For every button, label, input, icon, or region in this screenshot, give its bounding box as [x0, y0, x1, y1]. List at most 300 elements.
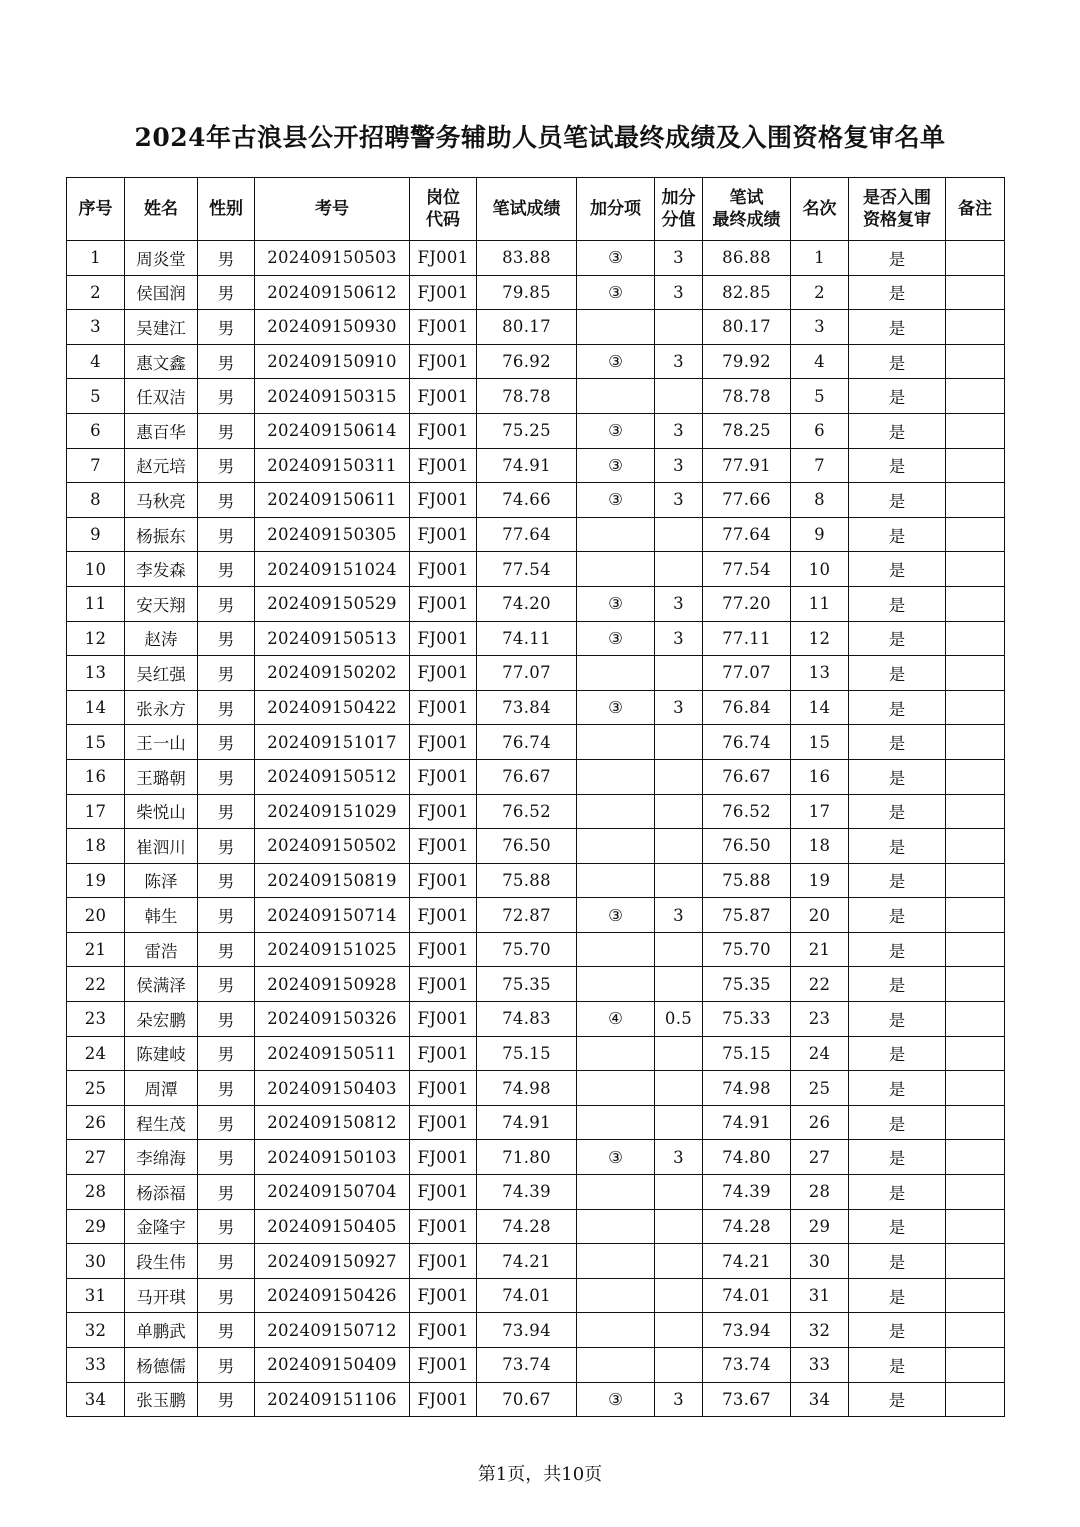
cell-rank: 16 [791, 759, 849, 794]
cell-exam-no: 202409150910 [255, 344, 410, 379]
cell-final-score: 86.88 [703, 241, 791, 276]
cell-final-score: 77.11 [703, 621, 791, 656]
cell-bonus-item: ③ [577, 413, 655, 448]
cell-remark [946, 1348, 1005, 1383]
cell-qualified: 是 [849, 586, 946, 621]
cell-gender: 男 [198, 1002, 255, 1037]
cell-final-score: 74.91 [703, 1105, 791, 1140]
cell-name: 崔泗川 [125, 829, 198, 864]
cell-gender: 男 [198, 794, 255, 829]
cell-seq: 16 [67, 759, 125, 794]
cell-post-code: FJ001 [410, 1244, 477, 1279]
cell-gender: 男 [198, 1140, 255, 1175]
cell-seq: 24 [67, 1036, 125, 1071]
cell-seq: 23 [67, 1002, 125, 1037]
cell-written-score: 76.74 [477, 725, 577, 760]
cell-bonus-item [577, 1313, 655, 1348]
cell-bonus-item: ③ [577, 690, 655, 725]
cell-gender: 男 [198, 1348, 255, 1383]
cell-exam-no: 202409150315 [255, 379, 410, 414]
cell-rank: 26 [791, 1105, 849, 1140]
cell-written-score: 77.07 [477, 656, 577, 691]
table-row [67, 898, 1005, 933]
cell-qualified: 是 [849, 1175, 946, 1210]
cell-seq: 33 [67, 1348, 125, 1383]
cell-gender: 男 [198, 1175, 255, 1210]
cell-name: 杨振东 [125, 517, 198, 552]
cell-gender: 男 [198, 241, 255, 276]
cell-exam-no: 202409150513 [255, 621, 410, 656]
cell-remark [946, 1382, 1005, 1417]
cell-remark [946, 1071, 1005, 1106]
cell-seq: 18 [67, 829, 125, 864]
cell-seq: 9 [67, 517, 125, 552]
cell-bonus-item: ③ [577, 621, 655, 656]
cell-final-score: 76.50 [703, 829, 791, 864]
cell-qualified: 是 [849, 483, 946, 518]
cell-bonus-item [577, 1105, 655, 1140]
cell-post-code: FJ001 [410, 1002, 477, 1037]
table-row [67, 759, 1005, 794]
cell-seq: 20 [67, 898, 125, 933]
cell-bonus-value [655, 1313, 703, 1348]
cell-seq: 19 [67, 863, 125, 898]
cell-written-score: 80.17 [477, 310, 577, 345]
table-row [67, 690, 1005, 725]
cell-final-score: 79.92 [703, 344, 791, 379]
table-row [67, 517, 1005, 552]
header-final-score-line2: 最终成绩 [712, 210, 781, 230]
cell-bonus-item [577, 1348, 655, 1383]
cell-gender: 男 [198, 1105, 255, 1140]
cell-bonus-value: 3 [655, 1382, 703, 1417]
cell-gender: 男 [198, 1382, 255, 1417]
cell-final-score: 74.21 [703, 1244, 791, 1279]
cell-written-score: 73.94 [477, 1313, 577, 1348]
cell-written-score: 74.20 [477, 586, 577, 621]
cell-bonus-item [577, 863, 655, 898]
table-row [67, 1175, 1005, 1210]
cell-gender: 男 [198, 379, 255, 414]
cell-final-score: 74.98 [703, 1071, 791, 1106]
header-post-code-line1: 岗位 [426, 188, 460, 208]
cell-remark [946, 863, 1005, 898]
cell-remark [946, 967, 1005, 1002]
cell-qualified: 是 [849, 621, 946, 656]
table-row [67, 656, 1005, 691]
cell-remark [946, 725, 1005, 760]
cell-qualified: 是 [849, 656, 946, 691]
header-name: 姓名 [125, 178, 198, 241]
cell-final-score: 73.67 [703, 1382, 791, 1417]
cell-rank: 8 [791, 483, 849, 518]
cell-name: 惠文鑫 [125, 344, 198, 379]
cell-post-code: FJ001 [410, 586, 477, 621]
cell-seq: 1 [67, 241, 125, 276]
cell-seq: 4 [67, 344, 125, 379]
cell-remark [946, 517, 1005, 552]
cell-rank: 7 [791, 448, 849, 483]
cell-exam-no: 202409150712 [255, 1313, 410, 1348]
cell-qualified: 是 [849, 1348, 946, 1383]
cell-rank: 25 [791, 1071, 849, 1106]
cell-qualified: 是 [849, 1002, 946, 1037]
table-row [67, 1382, 1005, 1417]
cell-qualified: 是 [849, 1313, 946, 1348]
table-row [67, 1313, 1005, 1348]
cell-seq: 22 [67, 967, 125, 1002]
cell-remark [946, 241, 1005, 276]
cell-qualified: 是 [849, 1071, 946, 1106]
header-bonus-value-line1: 加分 [661, 188, 696, 208]
cell-final-score: 73.94 [703, 1313, 791, 1348]
cell-final-score: 73.74 [703, 1348, 791, 1383]
cell-name: 马开琪 [125, 1278, 198, 1313]
cell-final-score: 76.84 [703, 690, 791, 725]
cell-seq: 25 [67, 1071, 125, 1106]
cell-bonus-value [655, 725, 703, 760]
cell-remark [946, 656, 1005, 691]
cell-name: 侯国润 [125, 275, 198, 310]
cell-qualified: 是 [849, 344, 946, 379]
cell-qualified: 是 [849, 932, 946, 967]
cell-bonus-value: 3 [655, 586, 703, 621]
cell-seq: 21 [67, 932, 125, 967]
cell-rank: 33 [791, 1348, 849, 1383]
cell-qualified: 是 [849, 1140, 946, 1175]
cell-exam-no: 202409150930 [255, 310, 410, 345]
cell-name: 周潭 [125, 1071, 198, 1106]
cell-qualified: 是 [849, 829, 946, 864]
cell-qualified: 是 [849, 1105, 946, 1140]
cell-written-score: 76.92 [477, 344, 577, 379]
cell-name: 侯满泽 [125, 967, 198, 1002]
cell-post-code: FJ001 [410, 310, 477, 345]
cell-remark [946, 413, 1005, 448]
cell-qualified: 是 [849, 241, 946, 276]
cell-seq: 28 [67, 1175, 125, 1210]
cell-remark [946, 1244, 1005, 1279]
cell-rank: 29 [791, 1209, 849, 1244]
cell-bonus-item: ③ [577, 344, 655, 379]
cell-remark [946, 898, 1005, 933]
cell-seq: 2 [67, 275, 125, 310]
cell-name: 雷浩 [125, 932, 198, 967]
cell-bonus-value [655, 379, 703, 414]
cell-name: 金隆宇 [125, 1209, 198, 1244]
cell-qualified: 是 [849, 448, 946, 483]
header-final-score-line1: 笔试 [729, 188, 764, 208]
cell-name: 吴红强 [125, 656, 198, 691]
table-row [67, 829, 1005, 864]
cell-post-code: FJ001 [410, 1175, 477, 1210]
table-row [67, 448, 1005, 483]
cell-seq: 7 [67, 448, 125, 483]
cell-exam-no: 202409150927 [255, 1244, 410, 1279]
cell-gender: 男 [198, 1278, 255, 1313]
table-row [67, 1036, 1005, 1071]
cell-written-score: 74.98 [477, 1071, 577, 1106]
cell-qualified: 是 [849, 310, 946, 345]
cell-gender: 男 [198, 863, 255, 898]
cell-written-score: 72.87 [477, 898, 577, 933]
table-row [67, 1348, 1005, 1383]
cell-exam-no: 202409151106 [255, 1382, 410, 1417]
cell-bonus-value [655, 794, 703, 829]
header-qualified-line2: 资格复审 [863, 210, 931, 230]
cell-final-score: 75.87 [703, 898, 791, 933]
cell-post-code: FJ001 [410, 863, 477, 898]
cell-rank: 21 [791, 932, 849, 967]
cell-written-score: 73.84 [477, 690, 577, 725]
cell-exam-no: 202409150426 [255, 1278, 410, 1313]
cell-written-score: 74.28 [477, 1209, 577, 1244]
cell-post-code: FJ001 [410, 1348, 477, 1383]
cell-seq: 30 [67, 1244, 125, 1279]
cell-post-code: FJ001 [410, 794, 477, 829]
cell-post-code: FJ001 [410, 1382, 477, 1417]
cell-written-score: 74.39 [477, 1175, 577, 1210]
cell-written-score: 75.70 [477, 932, 577, 967]
cell-rank: 31 [791, 1278, 849, 1313]
header-bonus-item: 加分项 [577, 178, 655, 241]
cell-post-code: FJ001 [410, 413, 477, 448]
cell-remark [946, 379, 1005, 414]
cell-post-code: FJ001 [410, 241, 477, 276]
cell-seq: 8 [67, 483, 125, 518]
cell-qualified: 是 [849, 275, 946, 310]
cell-bonus-item: ③ [577, 1382, 655, 1417]
cell-written-score: 74.91 [477, 448, 577, 483]
cell-exam-no: 202409150928 [255, 967, 410, 1002]
cell-final-score: 78.78 [703, 379, 791, 414]
cell-bonus-value [655, 1105, 703, 1140]
cell-name: 任双洁 [125, 379, 198, 414]
table-row [67, 552, 1005, 587]
cell-exam-no: 202409150512 [255, 759, 410, 794]
cell-remark [946, 552, 1005, 587]
cell-remark [946, 794, 1005, 829]
cell-rank: 15 [791, 725, 849, 760]
cell-remark [946, 483, 1005, 518]
cell-seq: 14 [67, 690, 125, 725]
cell-bonus-item [577, 1244, 655, 1279]
cell-gender: 男 [198, 967, 255, 1002]
cell-post-code: FJ001 [410, 829, 477, 864]
cell-name: 杨德儒 [125, 1348, 198, 1383]
cell-bonus-value [655, 1209, 703, 1244]
cell-bonus-item: ④ [577, 1002, 655, 1037]
cell-bonus-value [655, 552, 703, 587]
cell-exam-no: 202409151017 [255, 725, 410, 760]
cell-name: 陈泽 [125, 863, 198, 898]
cell-written-score: 75.25 [477, 413, 577, 448]
cell-name: 惠百华 [125, 413, 198, 448]
cell-exam-no: 202409150612 [255, 275, 410, 310]
cell-name: 张永方 [125, 690, 198, 725]
cell-exam-no: 202409150103 [255, 1140, 410, 1175]
table-row [67, 794, 1005, 829]
cell-written-score: 70.67 [477, 1382, 577, 1417]
cell-written-score: 77.54 [477, 552, 577, 587]
cell-seq: 34 [67, 1382, 125, 1417]
cell-written-score: 78.78 [477, 379, 577, 414]
header-bonus-value [655, 178, 703, 241]
cell-rank: 27 [791, 1140, 849, 1175]
cell-rank: 20 [791, 898, 849, 933]
document-title: 2024年古浪县公开招聘警务辅助人员笔试最终成绩及入围资格复审名单 [134, 123, 946, 152]
cell-written-score: 74.66 [477, 483, 577, 518]
cell-rank: 11 [791, 586, 849, 621]
cell-qualified: 是 [849, 1382, 946, 1417]
cell-rank: 19 [791, 863, 849, 898]
cell-bonus-item: ③ [577, 586, 655, 621]
cell-post-code: FJ001 [410, 1140, 477, 1175]
cell-gender: 男 [198, 483, 255, 518]
cell-bonus-item [577, 1175, 655, 1210]
header-remark: 备注 [946, 178, 1005, 241]
cell-bonus-item [577, 932, 655, 967]
cell-bonus-value [655, 863, 703, 898]
cell-gender: 男 [198, 898, 255, 933]
cell-bonus-item: ③ [577, 898, 655, 933]
cell-written-score: 76.50 [477, 829, 577, 864]
cell-rank: 24 [791, 1036, 849, 1071]
cell-final-score: 74.39 [703, 1175, 791, 1210]
cell-gender: 男 [198, 517, 255, 552]
cell-gender: 男 [198, 656, 255, 691]
cell-exam-no: 202409150819 [255, 863, 410, 898]
cell-post-code: FJ001 [410, 1313, 477, 1348]
table-row [67, 310, 1005, 345]
cell-gender: 男 [198, 621, 255, 656]
cell-rank: 5 [791, 379, 849, 414]
cell-exam-no: 202409150422 [255, 690, 410, 725]
header-post-code-line2: 代码 [426, 210, 460, 230]
header-qualified-line1: 是否入围 [863, 188, 931, 208]
table-row [67, 275, 1005, 310]
cell-exam-no: 202409150403 [255, 1071, 410, 1106]
cell-exam-no: 202409151024 [255, 552, 410, 587]
cell-post-code: FJ001 [410, 932, 477, 967]
cell-exam-no: 202409150202 [255, 656, 410, 691]
cell-rank: 22 [791, 967, 849, 1002]
cell-bonus-value [655, 829, 703, 864]
cell-exam-no: 202409151025 [255, 932, 410, 967]
cell-bonus-value: 3 [655, 898, 703, 933]
cell-exam-no: 202409150326 [255, 1002, 410, 1037]
cell-seq: 11 [67, 586, 125, 621]
cell-rank: 23 [791, 1002, 849, 1037]
cell-bonus-value: 3 [655, 621, 703, 656]
cell-post-code: FJ001 [410, 967, 477, 1002]
cell-bonus-item [577, 1036, 655, 1071]
cell-rank: 34 [791, 1382, 849, 1417]
cell-qualified: 是 [849, 552, 946, 587]
cell-post-code: FJ001 [410, 725, 477, 760]
cell-written-score: 76.67 [477, 759, 577, 794]
cell-exam-no: 202409150812 [255, 1105, 410, 1140]
cell-final-score: 76.67 [703, 759, 791, 794]
table-row [67, 1002, 1005, 1037]
header-final-score [703, 178, 791, 241]
cell-remark [946, 1036, 1005, 1071]
cell-written-score: 71.80 [477, 1140, 577, 1175]
header-exam-no: 考号 [255, 178, 410, 241]
cell-bonus-item [577, 1209, 655, 1244]
cell-final-score: 76.52 [703, 794, 791, 829]
header-qualified [849, 178, 946, 241]
header-gender: 性别 [198, 178, 255, 241]
cell-remark [946, 759, 1005, 794]
table-row [67, 586, 1005, 621]
cell-bonus-value [655, 517, 703, 552]
cell-name: 李发森 [125, 552, 198, 587]
cell-bonus-value [655, 1278, 703, 1313]
table-row [67, 1105, 1005, 1140]
cell-gender: 男 [198, 586, 255, 621]
cell-post-code: FJ001 [410, 621, 477, 656]
cell-final-score: 76.74 [703, 725, 791, 760]
cell-qualified: 是 [849, 1278, 946, 1313]
page-footer: 第1页，共10页 [477, 1464, 603, 1485]
cell-exam-no: 202409150611 [255, 483, 410, 518]
cell-bonus-value: 0.5 [655, 1002, 703, 1037]
cell-post-code: FJ001 [410, 1209, 477, 1244]
cell-exam-no: 202409150305 [255, 517, 410, 552]
cell-rank: 17 [791, 794, 849, 829]
cell-bonus-value [655, 967, 703, 1002]
cell-qualified: 是 [849, 690, 946, 725]
cell-bonus-item [577, 1071, 655, 1106]
cell-gender: 男 [198, 725, 255, 760]
cell-seq: 15 [67, 725, 125, 760]
cell-rank: 9 [791, 517, 849, 552]
cell-post-code: FJ001 [410, 1036, 477, 1071]
cell-name: 单鹏武 [125, 1313, 198, 1348]
cell-name: 赵元培 [125, 448, 198, 483]
cell-rank: 13 [791, 656, 849, 691]
cell-written-score: 83.88 [477, 241, 577, 276]
cell-final-score: 74.28 [703, 1209, 791, 1244]
cell-bonus-value: 3 [655, 448, 703, 483]
cell-bonus-value: 3 [655, 1140, 703, 1175]
cell-post-code: FJ001 [410, 275, 477, 310]
cell-rank: 4 [791, 344, 849, 379]
cell-remark [946, 621, 1005, 656]
cell-bonus-value: 3 [655, 344, 703, 379]
cell-final-score: 74.80 [703, 1140, 791, 1175]
table-header-row [67, 178, 1005, 241]
cell-final-score: 77.20 [703, 586, 791, 621]
cell-bonus-value: 3 [655, 483, 703, 518]
cell-gender: 男 [198, 310, 255, 345]
cell-bonus-value [655, 1036, 703, 1071]
cell-qualified: 是 [849, 898, 946, 933]
cell-name: 韩生 [125, 898, 198, 933]
cell-remark [946, 829, 1005, 864]
table-row [67, 932, 1005, 967]
table-row [67, 1140, 1005, 1175]
cell-gender: 男 [198, 1244, 255, 1279]
cell-gender: 男 [198, 1313, 255, 1348]
cell-written-score: 74.83 [477, 1002, 577, 1037]
cell-qualified: 是 [849, 794, 946, 829]
cell-rank: 28 [791, 1175, 849, 1210]
cell-name: 杨添福 [125, 1175, 198, 1210]
cell-remark [946, 448, 1005, 483]
cell-written-score: 75.88 [477, 863, 577, 898]
